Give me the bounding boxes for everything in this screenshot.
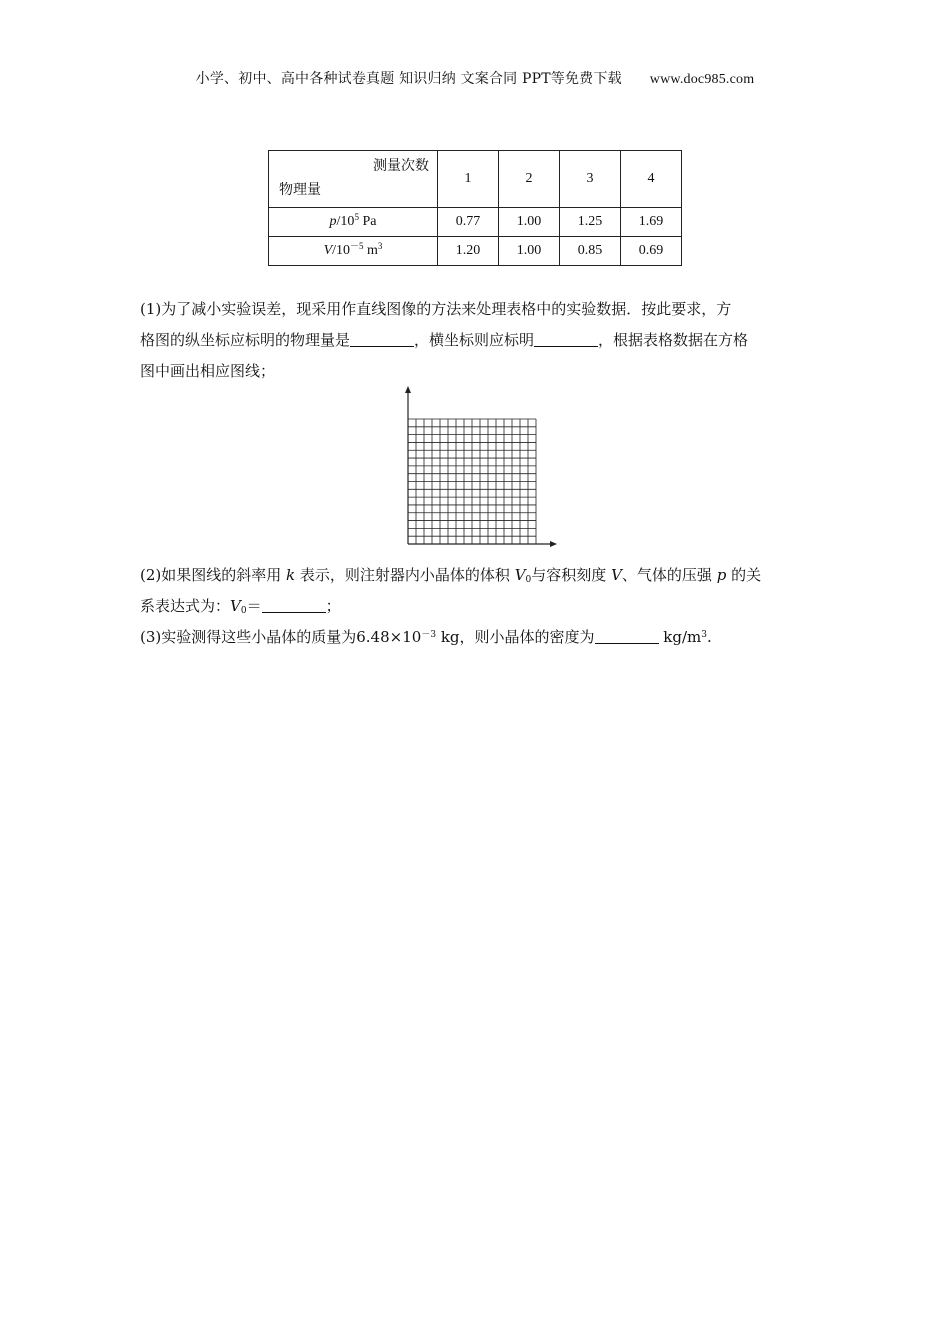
column-header: 1 <box>438 151 499 208</box>
table-cell: 1.00 <box>499 208 560 237</box>
table-cell: 1.00 <box>499 237 560 266</box>
table-cell: 0.69 <box>621 237 682 266</box>
answer-blank[interactable] <box>350 332 414 347</box>
table-cell: 0.77 <box>438 208 499 237</box>
row-label-pressure: $p/10^5$ Pa <box>269 208 438 237</box>
x-axis-arrow-icon <box>550 541 557 547</box>
column-header: 4 <box>621 151 682 208</box>
header-text: 小学、初中、高中各种试卷真题 知识归纳 文案合同 PPT等免费下载 <box>195 71 622 87</box>
q3-line: (3)实验测得这些小晶体的质量为$6.48\times 10^{-3}$ kg，则小晶体的密度为 $kg/m^3$. <box>140 628 712 646</box>
y-axis-arrow-icon <box>405 386 411 393</box>
q1-line1: (1)为了减小实验误差，现采用作直线图像的方法来处理表格中的实验数据．按此要求，方 <box>140 300 732 318</box>
question-2 <box>140 560 812 653</box>
column-header: 3 <box>560 151 621 208</box>
answer-blank[interactable] <box>262 598 326 613</box>
column-header: 2 <box>499 151 560 208</box>
measurement-table <box>268 150 682 266</box>
answer-blank[interactable] <box>595 629 659 644</box>
header-site: www.doc985.com <box>649 72 755 87</box>
table-cell: 1.69 <box>621 208 682 237</box>
q1-line3: 图中画出相应图线； <box>140 362 276 380</box>
q2-line1: (2)如果图线的斜率用 k 表示，则注射器内小晶体的体积 $V_0$与容积刻度 V、气体的压强 p 的关 <box>140 566 762 585</box>
corner-top-label: 测量次数 <box>373 159 429 174</box>
question-1 <box>140 294 812 387</box>
table-row <box>269 237 682 266</box>
table-cell: 0.85 <box>560 237 621 266</box>
q1-line2: 格图的纵坐标应标明的物理量是 ，横坐标则应标明 ，根据表格数据在方格 <box>140 331 749 349</box>
table-header-row <box>269 151 682 208</box>
answer-blank[interactable] <box>534 332 598 347</box>
page-header <box>0 68 950 88</box>
grid-figure <box>398 385 558 550</box>
graph-grid <box>398 385 558 550</box>
corner-bottom-label: 物理量 <box>279 183 321 198</box>
row-label-volume: $V/10^{-5}$ $m^3$ <box>269 237 438 266</box>
table-cell: 1.20 <box>438 237 499 266</box>
q2-line2: 系表达式为：$V_0=$ ； <box>140 597 341 616</box>
table-cell: 1.25 <box>560 208 621 237</box>
table-corner-cell <box>269 151 438 208</box>
table-row <box>269 208 682 237</box>
